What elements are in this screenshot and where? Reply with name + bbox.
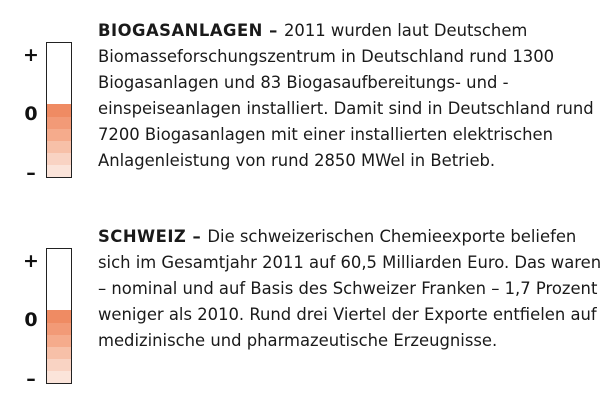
- gauge-fill-segment: [47, 334, 71, 347]
- gauge-fill-segment: [47, 347, 71, 360]
- gauge-plus-label: +: [23, 44, 39, 66]
- gauge-fill-segment: [47, 141, 71, 154]
- entry-headline: SCHWEIZ: [98, 227, 187, 246]
- headline-dash: –: [186, 227, 208, 246]
- gauge-bar: [46, 42, 72, 178]
- gauge-zero-label: 0: [24, 103, 38, 125]
- gauge-bar: [46, 248, 72, 384]
- trend-gauge: [0, 206, 90, 406]
- headline-dash: –: [262, 21, 284, 40]
- gauge-plus-label: +: [23, 250, 39, 272]
- trend-gauge: [0, 0, 90, 200]
- gauge-fill-segment: [47, 322, 71, 335]
- entry-body: 2011 wurden laut Deutschem Biomasseforschungszentrum in Deutschland rund 1300 Biogasanlagen und 83 Biogasaufbereitungs- und -einspeiseanlagen installiert. Damit sind in Deutschland rund 7200 Biogasanlagen mit einer installierten elektrischen Anlagenleistung von rund 2850 MWel in Betrieb.: [98, 21, 594, 170]
- gauge-fill-segment: [47, 104, 71, 117]
- entry-headline: BIOGASANLAGEN: [98, 21, 263, 40]
- gauge-zero-label: 0: [24, 309, 38, 331]
- entry-text: [98, 18, 606, 174]
- entry-text: [98, 224, 606, 354]
- gauge-minus-label: –: [26, 162, 36, 184]
- gauge-fill-segment: [47, 153, 71, 166]
- gauge-fill-segment: [47, 310, 71, 323]
- gauge-fill-segment: [47, 116, 71, 129]
- entry-body: Die schweizerischen Chemieexporte beliefen sich im Gesamtjahr 2011 auf 60,5 Milliarden Euro. Das waren – nominal und auf Basis des Schweizer Franken – 1,7 Prozent weniger als 2010. Rund drei Viertel der Exporte entfielen auf medizinische und pharmazeutische Erzeugnisse.: [98, 227, 602, 350]
- gauge-fill-segment: [47, 128, 71, 141]
- gauge-fill-segment: [47, 165, 71, 178]
- gauge-minus-label: –: [26, 368, 36, 390]
- gauge-fill-segment: [47, 371, 71, 384]
- gauge-fill-segment: [47, 359, 71, 372]
